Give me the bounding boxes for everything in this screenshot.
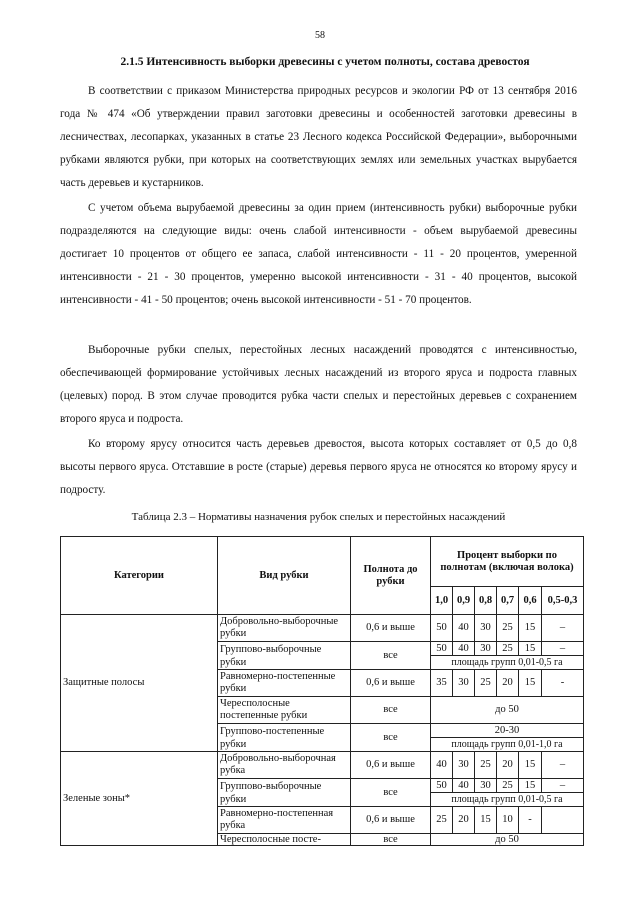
section-heading: 2.1.5 Интенсивность выборки древесины с учетом полноты, состава древостоя xyxy=(120,56,530,68)
paragraph: В соответствии с приказом Министерства природных ресурсов и экологии РФ от 13 сентября 2016 года № 474 «Об утверждении правил заготовки древесины и особенностей заготовки древесины в лесничествах, лесопарках, указанных в статье 23 Лесного кодекса Российской Федерации», выборочными рубками являются рубки, при которых на соответствующих землях или земельных участках вырубается часть деревьев и кустарников. xyxy=(60,85,577,189)
type-cell: Группово-выборочные рубки xyxy=(218,642,351,670)
value-cell: – xyxy=(542,752,584,779)
value-cell: 10 xyxy=(497,807,519,834)
density-cell: все xyxy=(351,834,431,846)
value-cell: 15 xyxy=(519,670,542,697)
header-density-col: 1,0 xyxy=(431,587,453,615)
type-cell: Равномерно-постепенные рубки xyxy=(218,670,351,697)
paragraph: С учетом объема вырубаемой древесины за один прием (интенсивность рубки) выборочные рубки подразделяются на следующие виды: очень слабой интенсивности - объем вырубаемой древесины достигает 10 процентов от общего ее запаса, слабой интенсивности - 11 - 20 процентов, умеренной интенсивности - 21 - 30 процентов, умеренно высокой интенсивности - 31 - 40 процентов, высокой интенсивности - 41 - 50 процентов; очень высокой интенсивности - 51 - 70 процентов. xyxy=(60,202,577,306)
density-cell: все xyxy=(351,697,431,724)
value-cell: – xyxy=(542,615,584,642)
value-cell: 25 xyxy=(497,779,519,793)
value-cell: 30 xyxy=(453,670,475,697)
value-cell: 15 xyxy=(475,807,497,834)
table-row xyxy=(61,752,584,779)
header-type: Вид рубки xyxy=(218,537,351,615)
density-cell: все xyxy=(351,779,431,807)
span-value-cell: до 50 xyxy=(431,834,584,846)
value-cell: 50 xyxy=(431,642,453,656)
category-cell: Зеленые зоны* xyxy=(61,752,218,846)
paragraph: Ко второму ярусу относится часть деревьев древостоя, высота которых составляет от 0,5 до 0,8 высоты первого яруса. Отставшие в росте (старые) деревья первого яруса не относятся ко второму ярусу и подросту. xyxy=(60,438,577,496)
paragraph: Выборочные рубки спелых, перестойных лесных насаждений проводятся с интенсивностью, обеспечивающей формирование устойчивых лесных насаждений из второго яруса и подроста главных (целевых) пород. В этом случае проводится рубка части спелых и перестойных деревьев с сохранением второго яруса и подроста. xyxy=(60,344,577,425)
value-cell: 15 xyxy=(519,615,542,642)
value-cell: 40 xyxy=(453,615,475,642)
type-cell: Добровольно-выборочная рубка xyxy=(218,752,351,779)
value-cell: 40 xyxy=(431,752,453,779)
table-header-row xyxy=(61,537,584,587)
group-area-note: площадь групп 0,01-1,0 га xyxy=(431,738,584,752)
value-cell: 25 xyxy=(497,642,519,656)
value-cell: 20 xyxy=(497,752,519,779)
value-cell: 40 xyxy=(453,779,475,793)
type-cell: Группово-постепенные рубки xyxy=(218,724,351,752)
value-cell: 25 xyxy=(475,752,497,779)
norms-table xyxy=(60,536,584,846)
value-cell: 35 xyxy=(431,670,453,697)
header-percent: Процент выборки по полнотам (включая волока) xyxy=(431,537,584,587)
density-cell: 0,6 и выше xyxy=(351,807,431,834)
density-cell: 0,6 и выше xyxy=(351,752,431,779)
type-cell: Равномерно-постепенная рубка xyxy=(218,807,351,834)
value-cell: 25 xyxy=(431,807,453,834)
value-cell: – xyxy=(542,642,584,656)
value-cell: 20 xyxy=(497,670,519,697)
table-caption: Таблица 2.3 – Нормативы назначения рубок спелых и перестойных насаждений xyxy=(131,511,506,523)
table-row xyxy=(61,615,584,642)
category-cell: Защитные полосы xyxy=(61,615,218,752)
value-cell: 25 xyxy=(475,670,497,697)
type-cell: Добровольно-выборочные рубки xyxy=(218,615,351,642)
span-value-cell: до 50 xyxy=(431,697,584,724)
page-number: 58 xyxy=(315,30,325,41)
value-cell: 30 xyxy=(475,615,497,642)
value-cell: 40 xyxy=(453,642,475,656)
header-density-col: 0,6 xyxy=(519,587,542,615)
header-density-col: 0,7 xyxy=(497,587,519,615)
type-cell: Группово-выборочные рубки xyxy=(218,779,351,807)
density-cell: 0,6 и выше xyxy=(351,615,431,642)
type-cell: Чересполосные посте- xyxy=(218,834,351,846)
header-density-col: 0,9 xyxy=(453,587,475,615)
header-density-col: 0,8 xyxy=(475,587,497,615)
group-area-note: площадь групп 0,01-0,5 га xyxy=(431,656,584,670)
span-value-cell: 20-30 xyxy=(431,724,584,738)
value-cell: - xyxy=(519,807,542,834)
group-area-note: площадь групп 0,01-0,5 га xyxy=(431,793,584,807)
value-cell: 30 xyxy=(475,779,497,793)
density-cell: 0,6 и выше xyxy=(351,670,431,697)
value-cell: 15 xyxy=(519,752,542,779)
value-cell: 20 xyxy=(453,807,475,834)
value-cell: 50 xyxy=(431,779,453,793)
value-cell: 30 xyxy=(475,642,497,656)
value-cell: 30 xyxy=(453,752,475,779)
value-cell: – xyxy=(542,779,584,793)
value-cell xyxy=(542,807,584,834)
value-cell: 15 xyxy=(519,779,542,793)
value-cell: - xyxy=(542,670,584,697)
header-density: Полнота до рубки xyxy=(351,537,431,615)
density-cell: все xyxy=(351,642,431,670)
header-category: Категории xyxy=(61,537,218,615)
header-density-col: 0,5-0,3 xyxy=(542,587,584,615)
value-cell: 15 xyxy=(519,642,542,656)
type-cell: Чересполосные постепенные рубки xyxy=(218,697,351,724)
value-cell: 50 xyxy=(431,615,453,642)
density-cell: все xyxy=(351,724,431,752)
value-cell: 25 xyxy=(497,615,519,642)
